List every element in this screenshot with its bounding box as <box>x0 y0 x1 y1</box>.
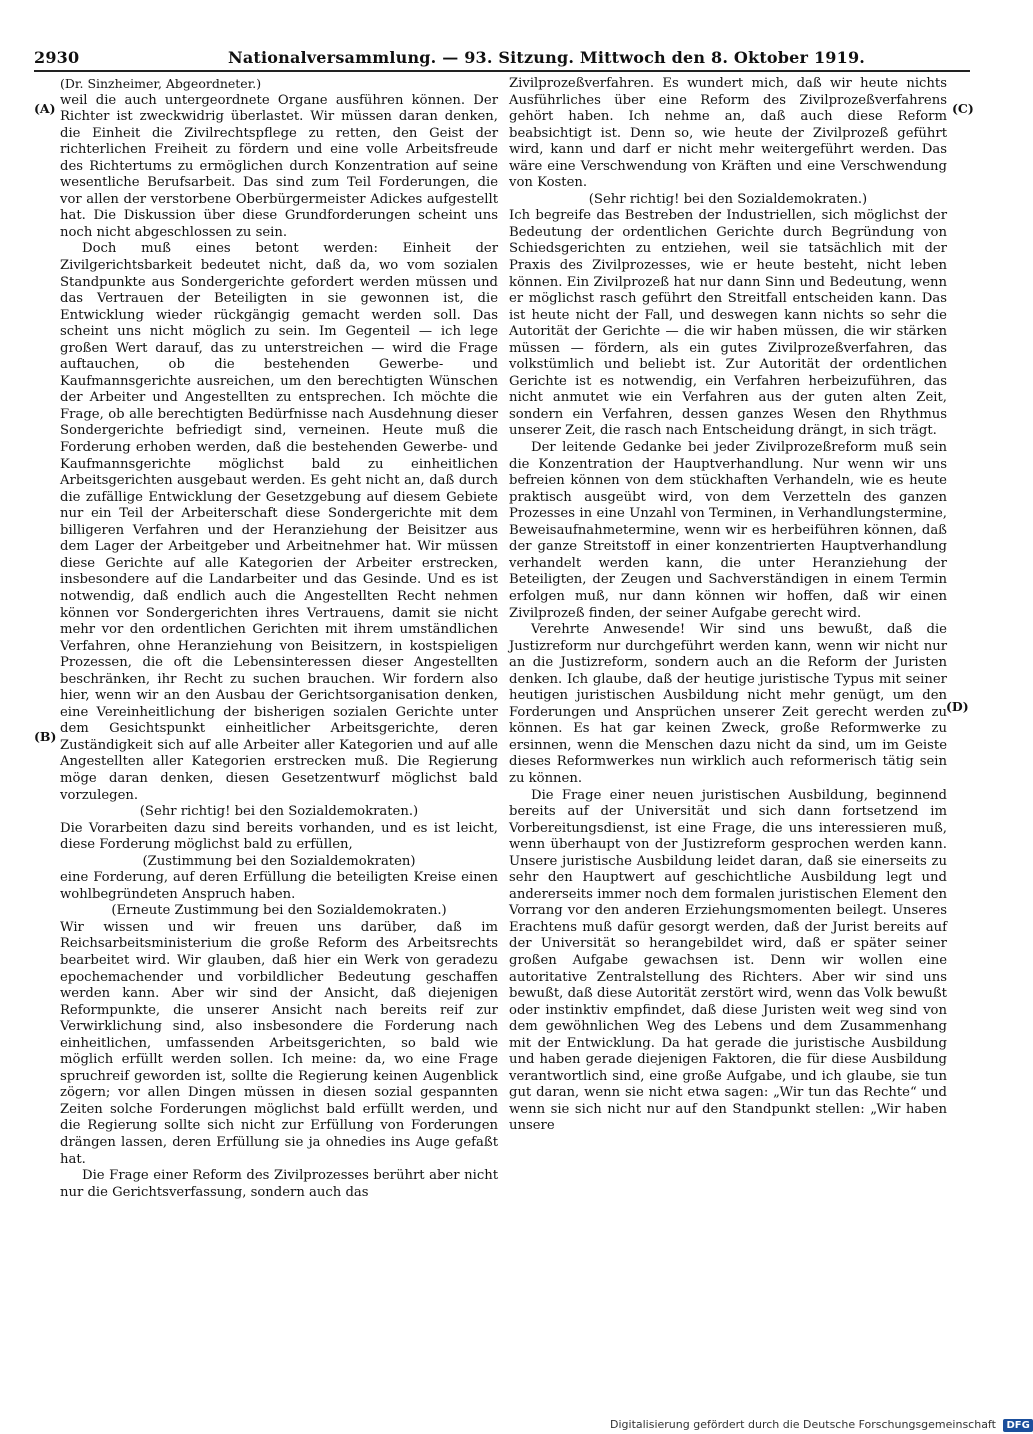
page-number: 2930 <box>34 48 80 67</box>
interjection: (Sehr richtig! bei den Sozialdemokraten.) <box>588 191 868 207</box>
paragraph: Die Frage einer neuen juristischen Ausbildung, beginnend bereits auf der Universität und sich dann fortsetzend im Vorbereitungsdienst, ist eine Frage, die uns interessieren muß, wenn überhaupt von der Justizreform gesprochen werden kann. Unsere juristische Ausbildung leidet daran, daß sie einerseits zu sehr den Hauptwert auf geschichtliche Ausbildung legt und andererseits immer noch dem formalen juristischen Element den Vorrang vor den anderen Erziehungsmomenten beilegt. Unseres Erachtens muß dafür gesorgt werden, daß der Jurist bereits auf der Universität so herangebildet wird, daß er später seiner großen Aufgabe gewachsen ist. Denn wir wollen eine autoritative Zentralstellung des Richters. Aber wir sind uns bewußt, daß diese Autorität zerstört wird, wenn das Volk bewußt oder instinktiv empfindet, daß diese Juristen weit weg sind von dem gewöhnlichen Weg des Lebens und dem Zusammenhang mit der Entwicklung. Da hat gerade die juristische Ausbildung und haben gerade diejenigen Faktoren, die für diese Ausbildung verantwortlich sind, eine große Aufgabe, und ich glaube, sie tun gut daran, wenn sie nicht etwa sagen: „Wir tun das Rechte“ und wenn sie sich nicht nur auf den Standpunkt stellen: „Wir haben unsere <box>509 787 947 1134</box>
margin-marker-a: (A) <box>34 101 56 116</box>
credit-text: Digitalisierung gefördert durch die Deutsche Forschungsgemeinschaft <box>610 1418 996 1431</box>
digitization-credit <box>610 1418 1033 1434</box>
margin-marker-d: (D) <box>946 699 969 714</box>
paragraph: Doch muß eines betont werden: Einheit der Zivilgerichtsbarkeit bedeutet nicht, daß da, wo vom sozialen Standpunkte aus Sondergerichte gefordert werden müssen und das Vertrauen der Beteiligten in sie gewonnen ist, die Entwicklung wieder rückgängig gemacht werden soll. Das scheint uns nicht möglich zu sein. Im Gegenteil — ich lege großen Wert darauf, das zu unterstreichen — wird die Frage auftauchen, ob die bestehenden Gewerbe- und Kaufmannsgerichte ausreichen, um den berechtigten Wünschen der Arbeiter und Angestellten zu entsprechen. Ich möchte die Frage, ob alle berechtigten Bedürfnisse nach Ausdehnung dieser Sondergerichte befriedigt sind, verneinen. Heute muß die Forderung erhoben werden, daß die bestehenden Gewerbe- und Kaufmannsgerichte möglichst bald zu einheitlichen Arbeitsgerichten ausgebaut werden. Es geht nicht an, daß durch die zufällige Entwicklung der Gesetzgebung auf diesem Gebiete nur ein Teil der Arbeiterschaft diese Sondergerichte mit dem billigeren Verfahren und der Heranziehung der Beisitzer aus dem Lager der Arbeitgeber und Arbeitnehmer hat. Wir müssen diese Gerichte auf alle Kategorien der Arbeiter erstrecken, insbesondere auf die Landarbeiter und das Gesinde. Und es ist notwendig, daß endlich auch die Angestellten Recht nehmen können vor Sondergerichten ihres Vertrauens, damit sie nicht mehr vor den ordentlichen Gerichten mit ihrem umständlichen Verfahren, ohne Heranziehung von Beisitzern, in kostspieligen Prozessen, die oft die Lebensinteressen dieser Angestellten beschränken, ihr Recht zu suchen brauchen. Wir fordern also hier, wenn wir an den Ausbau der Gerichtsorganisation denken, eine Vereinheitlichung der bisherigen sozialen Gerichte unter dem Gesichtspunkt einheitlicher Arbeitsgerichte, deren Zuständigkeit sich auf alle Arbeiter aller Kategorien und auf alle Angestellten aller Kategorien erstrecken muß. Die Regierung möge daran denken, diesen Gesetzentwurf möglichst bald vorzulegen. <box>60 241 498 803</box>
paragraph: Die Frage einer Reform des Zivilprozesses berührt aber nicht nur die Gerichtsverfassung, sondern auch das <box>60 1168 498 1200</box>
paragraph: weil die auch untergeordnete Organe ausführen können. Der Richter ist zweckwidrig überlastet. Wir müssen daran denken, die Einheit die Zivilrechtspflege zu retten, den Geist der richterlichen Freiheit zu fördern und eine volle Arbeitsfreude des Richtertums zu ermöglichen durch Konzentration auf seine wesentliche Berufsarbeit. Das sind zum Teil Forderungen, die vor allen der verstorbene Oberbürgermeister Adickes aufgestellt hat. Die Diskussion über diese Grundforderungen scheint uns noch nicht abgeschlossen zu sein. <box>60 92 498 240</box>
paragraph: Zivilprozeßverfahren. Es wundert mich, daß wir heute nichts Ausführliches über eine Reform des Zivilprozeßverfahrens gehört haben. Ich nehme an, daß auch diese Reform beabsichtigt ist. Denn so, wie heute der Zivilprozeß geführt wird, kann und darf er nicht mehr weitergeführt werden. Das wäre eine Verschwendung von Kräften und eine Verschwendung von Kosten. <box>509 76 947 191</box>
left-column <box>60 76 498 1201</box>
paragraph: Die Vorarbeiten dazu sind bereits vorhanden, und es ist leicht, diese Forderung möglichst bald zu erfüllen, <box>60 820 498 853</box>
paragraph: Ich begreife das Bestreben der Industriellen, sich möglichst der Bedeutung der ordentlichen Gerichte durch Begründung von Schiedsgerichten zu entziehen, weil sie tatsächlich mit der Praxis des Zivilprozesses, wie er heute besteht, nicht leben können. Ein Zivilprozeß hat nur dann Sinn und Bedeutung, wenn er möglichst rasch geführt den Streitfall entscheiden kann. Das ist heute nicht der Fall, und deswegen kann nichts so sehr die Autorität der Gerichte — die wir haben müssen, die wir stärken müssen — fördern, als ein gutes Zivilprozeßverfahren, das volkstümlich und beliebt ist. Zur Autorität der ordentlichen Gerichte ist es notwendig, ein Verfahren herbeizuführen, das nicht anmutet wie ein Verfahren aus der guten alten Zeit, sondern ein Verfahren, dessen ganzes Wesen den Rhythmus unserer Zeit, die rasch nach Entscheidung drängt, in sich trägt. <box>509 208 947 439</box>
page-header <box>34 48 970 70</box>
interjection: (Erneute Zustimmung bei den Sozialdemokraten.) <box>111 903 447 919</box>
speaker-note: (Dr. Sinzheimer, Abgeordneter.) <box>60 76 262 91</box>
header-rule <box>34 70 970 72</box>
paragraph: Wir wissen und wir freuen uns darüber, daß im Reichsarbeitsministerium die große Reform des Arbeitsrechts bearbeitet wird. Wir glauben, daß hier ein Werk von geradezu epochemachender und vorbildlicher Bedeutung geschaffen werden kann. Aber wir sind der Ansicht, daß diejenigen Reformpunkte, die unserer Ansicht nach bereits reif zur Verwirklichung sind, also insbesondere die Forderung nach einheitlichen, umfassenden Arbeitsgerichten, so bald wie möglich erfüllt werden sollen. Ich meine: da, wo eine Frage spruchreif geworden ist, sollte die Regierung keinen Augenblick zögern; vor allen Dingen müssen in diesen sozial gespannten Zeiten solche Forderungen möglichst bald erfüllt werden, und die Regierung sollte sich nicht zur Erfüllung von Forderungen drängen lassen, deren Erfüllung sie ja ohnedies ins Auge gefaßt hat. <box>60 919 498 1167</box>
margin-marker-c: (C) <box>952 101 974 116</box>
interjection: (Sehr richtig! bei den Sozialdemokraten.) <box>139 804 419 820</box>
paragraph: eine Forderung, auf deren Erfüllung die beteiligten Kreise einen wohlbegründeten Anspruch haben. <box>60 870 498 902</box>
running-title: Nationalversammlung. — 93. Sitzung. Mittwoch den 8. Oktober 1919. <box>228 48 866 67</box>
paragraph: Verehrte Anwesende! Wir sind uns bewußt, daß die Justizreform nur durchgeführt werden kann, wenn wir nicht nur an die Justizreform, sondern auch an die Reform der Juristen denken. Ich glaube, daß der heutige juristische Typus mit seiner heutigen juristischen Ausbildung nicht mehr genügt, um den Forderungen und Ansprüchen unserer Zeit gerecht werden zu können. Es hat gar keinen Zweck, große Reformwerke zu ersinnen, wenn die Menschen dazu nicht da sind, um im Geiste dieses Reformwerkes nun wirklich auch reformerisch tätig sein zu können. <box>509 622 947 786</box>
paragraph: Der leitende Gedanke bei jeder Zivilprozeßreform muß sein die Konzentration der Hauptverhandlung. Nur wenn wir uns befreien können von dem stückhaften Verhandeln, wie es heute praktisch ausgeübt wird, von dem Verzetteln des ganzen Prozesses in eine Unzahl von Terminen, in Verhandlungstermine, Beweisaufnahmetermine, wenn wir es herbeiführen können, daß der ganze Streitstoff in einer konzentrierten Hauptverhandlung verhandelt werden kann, die unter Heranziehung der Beteiligten, der Zeugen und Sachverständigen in einem Termin erfolgen muß, nur dann können wir hoffen, daß wir einen Zivilprozeß finden, der seiner Aufgabe gerecht wird. <box>509 440 947 621</box>
right-column <box>509 76 947 1135</box>
margin-marker-b: (B) <box>34 729 57 744</box>
dfg-logo-icon: DFG <box>1003 1419 1032 1432</box>
interjection: (Zustimmung bei den Sozialdemokraten) <box>142 853 416 869</box>
